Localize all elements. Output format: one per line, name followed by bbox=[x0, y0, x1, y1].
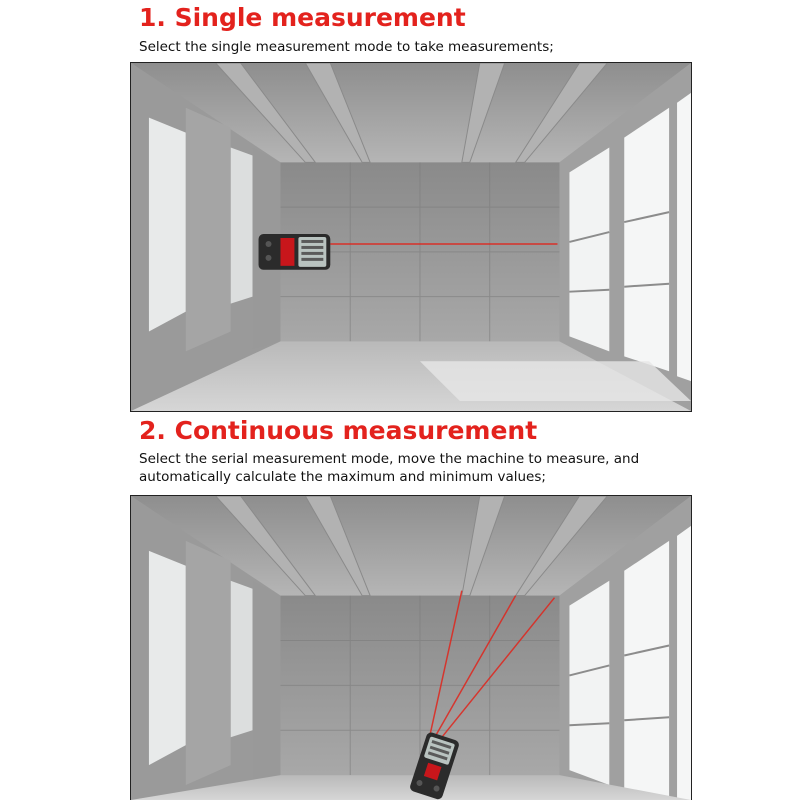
single-measurement-image bbox=[130, 62, 692, 412]
section-2-description-line-1: Select the serial measurement mode, move the machine to measure, and bbox=[139, 451, 640, 467]
section-2-heading: 2. Continuous measurement bbox=[139, 416, 538, 445]
section-2-description-line-2: automatically calculate the maximum and minimum values; bbox=[139, 469, 546, 485]
room-scene-continuous bbox=[131, 496, 691, 800]
continuous-measurement-image bbox=[130, 495, 692, 800]
section-1-heading: 1. Single measurement bbox=[139, 3, 466, 32]
laser-distance-meter-device bbox=[259, 234, 331, 270]
room-scene-single bbox=[131, 63, 691, 411]
section-1-description: Select the single measurement mode to take measurements; bbox=[139, 39, 554, 55]
